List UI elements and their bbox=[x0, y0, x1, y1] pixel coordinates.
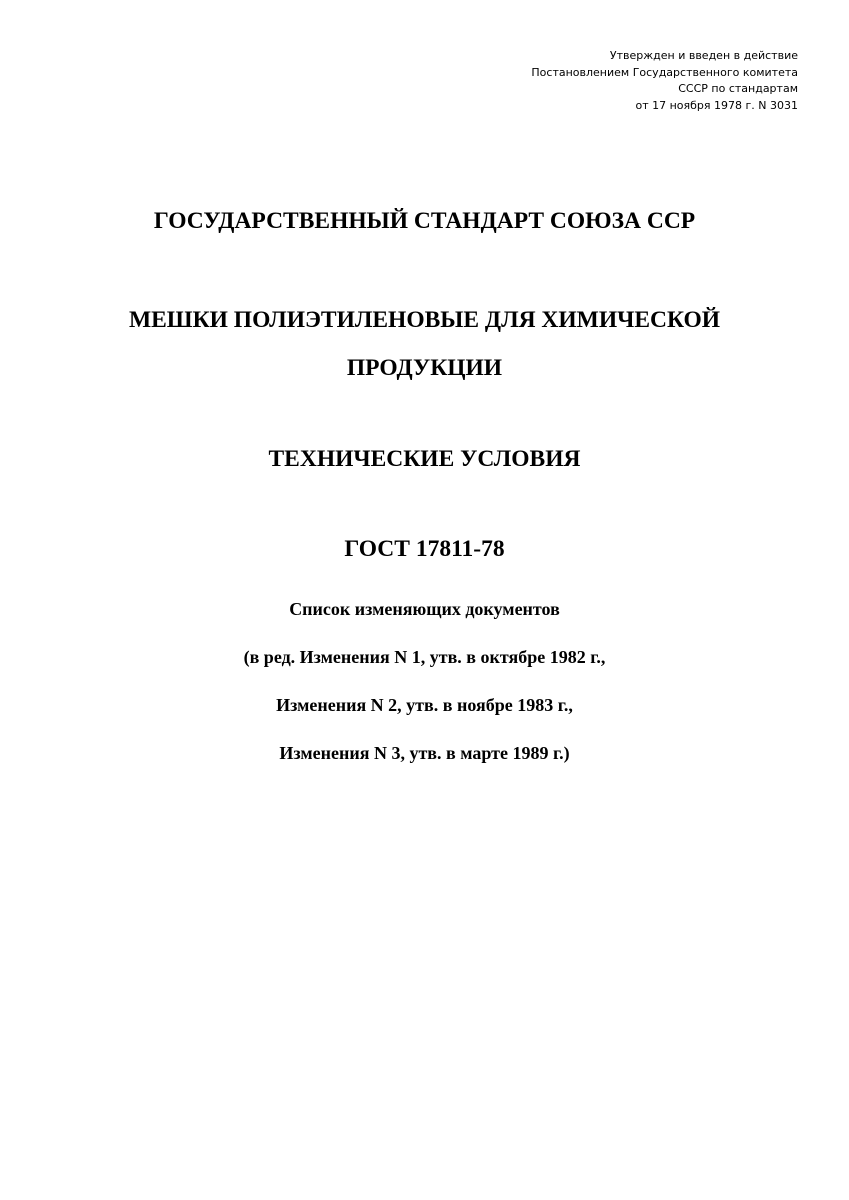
approval-line: Постановлением Государственного комитета bbox=[531, 65, 798, 79]
changes-heading: Список изменяющих документов bbox=[289, 599, 560, 619]
change-item: (в ред. Изменения N 1, утв. в октябре 1982 г., bbox=[243, 647, 606, 667]
approval-line: Утвержден и введен в действие bbox=[609, 49, 798, 62]
changes-list bbox=[0, 585, 849, 777]
approval-notice bbox=[398, 48, 798, 114]
gost-number: ГОСТ 17811-78 bbox=[344, 536, 505, 562]
product-title bbox=[0, 296, 849, 392]
technical-conditions-title: ТЕХНИЧЕСКИЕ УСЛОВИЯ bbox=[268, 446, 581, 472]
product-title-line: ПРОДУКЦИИ bbox=[346, 355, 503, 381]
change-item: Изменения N 3, утв. в марте 1989 г.) bbox=[279, 743, 570, 763]
standard-title: ГОСУДАРСТВЕННЫЙ СТАНДАРТ СОЮЗА ССР bbox=[153, 208, 696, 234]
product-title-line: МЕШКИ ПОЛИЭТИЛЕНОВЫЕ ДЛЯ ХИМИЧЕСКОЙ bbox=[128, 307, 721, 333]
approval-line: СССР по стандартам bbox=[678, 82, 798, 95]
change-item: Изменения N 2, утв. в ноябре 1983 г., bbox=[276, 695, 573, 715]
approval-line: от 17 ноября 1978 г. N 3031 bbox=[635, 98, 798, 112]
